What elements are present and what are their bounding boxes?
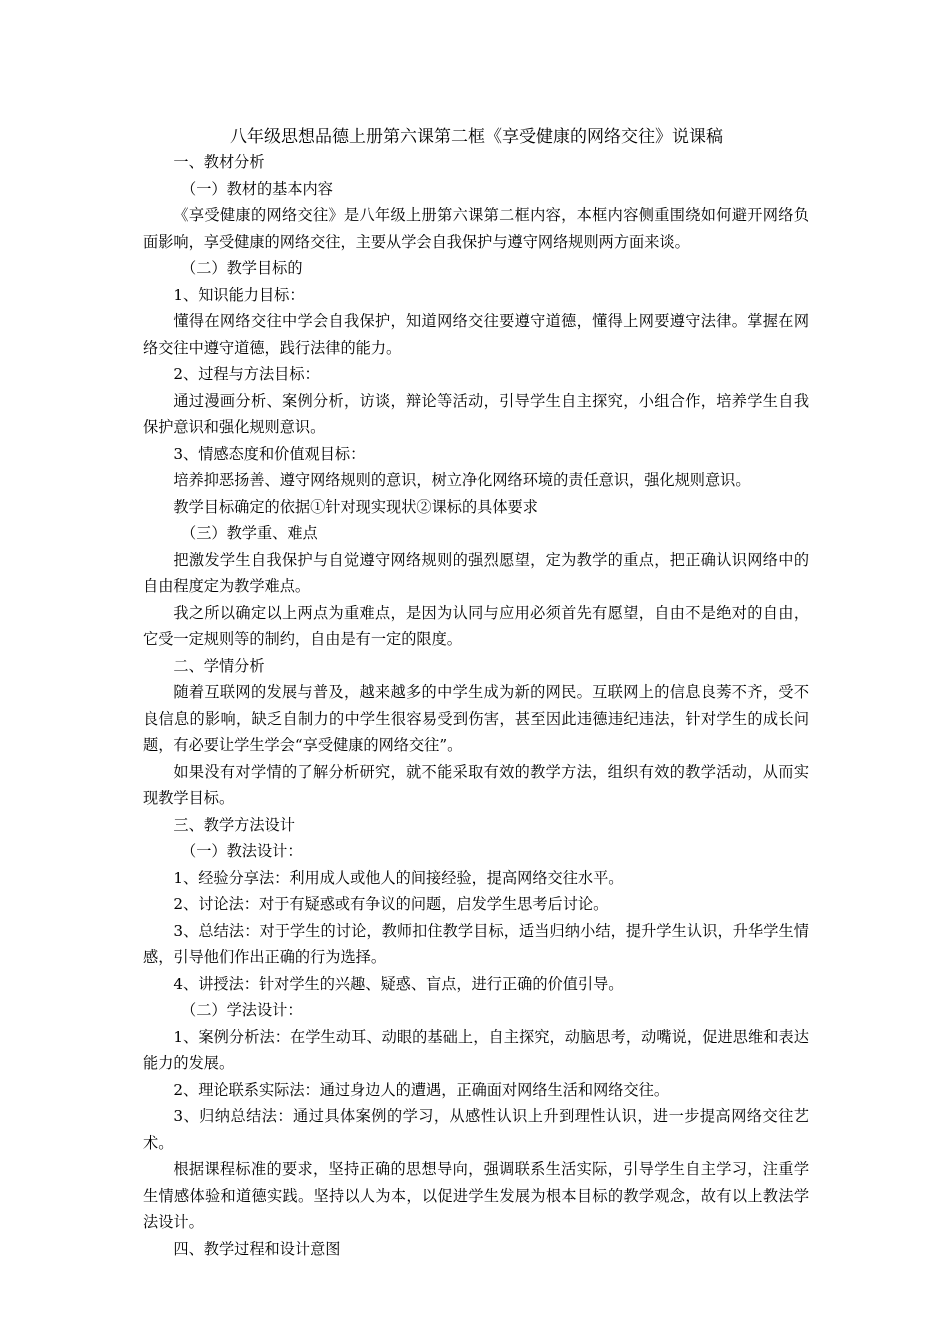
paragraph: 《享受健康的网络交往》是八年级上册第六课第二框内容，本框内容侧重围绕如何避开网络负面影响，享受健康的网络交往，主要从学会自我保护与遵守网络规则两方面来谈。 — [143, 206, 809, 251]
paragraph: 把激发学生自我保护与自觉遵守网络规则的强烈愿望，定为教学的重点，把正确认识网络中的自由程度定为教学难点。 — [143, 550, 809, 595]
subsection-heading: （一）教材的基本内容 — [181, 179, 333, 198]
document-body — [143, 149, 809, 1262]
paragraph: 2、理论联系实际法：通过身边人的遭遇，正确面对网络生活和网络交往。 — [173, 1080, 670, 1099]
document-title: 八年级思想品德上册第六课第二框《享受健康的网络交往》说课稿 — [230, 127, 723, 147]
section-heading: 3、情感态度和价值观目标： — [173, 444, 366, 463]
paragraph: 我之所以确定以上两点为重难点，是因为认同与应用必须首先有愿望，自由不是绝对的自由，它受一定规则等的制约，自由是有一定的限度。 — [143, 603, 809, 648]
subsection-heading: （三）教学重、难点 — [181, 524, 318, 542]
subsection-heading: （一）教法设计： — [181, 842, 303, 860]
paragraph: 随着互联网的发展与普及，越来越多的中学生成为新的网民。互联网上的信息良莠不齐，受不良信息的影响，缺乏自制力的中学生很容易受到伤害，甚至因此违德违纪违法，针对学生的成长问题，有必要让学生学会“享受健康的网络交往”。 — [143, 683, 809, 754]
paragraph: 2、讨论法：对于有疑惑或有争议的问题，启发学生思考后讨论。 — [173, 895, 609, 913]
subsection-heading: （二）学法设计： — [181, 1001, 303, 1019]
paragraph: 通过漫画分析、案例分析，访谈，辩论等活动，引导学生自主探究，小组合作，培养学生自我保护意识和强化规则意识。 — [143, 391, 809, 436]
section-heading: 四、教学过程和设计意图 — [173, 1239, 341, 1258]
paragraph: 1、经验分享法：利用成人或他人的间接经验，提高网络交往水平。 — [173, 868, 624, 887]
paragraph: 1、案例分析法：在学生动耳、动眼的基础上，自主探究，动脑思考，动嘴说，促进思维和表达能力的发展。 — [143, 1027, 809, 1072]
paragraph: 培养抑恶扬善、遵守网络规则的意识，树立净化网络环境的责任意识，强化规则意识。 — [173, 471, 751, 489]
paragraph: 3、归纳总结法：通过具体案例的学习，从感性认识上升到理性认识，进一步提高网络交往艺术。 — [143, 1107, 809, 1152]
paragraph: 教学目标确定的依据①针对现实现状②课标的具体要求 — [173, 497, 538, 516]
section-heading: 2、过程与方法目标： — [173, 365, 320, 383]
section-heading: 一、教材分析 — [173, 153, 265, 171]
paragraph: 根据课程标准的要求，坚持正确的思想导向，强调联系生活实际，引导学生自主学习，注重学生情感体验和道德实践。坚持以人为本，以促进学生发展为根本目标的教学观念，故有以上教法学法设计。 — [143, 1160, 809, 1231]
paragraph: 如果没有对学情的了解分析研究，就不能采取有效的教学方法，组织有效的教学活动，从而实现教学目标。 — [143, 762, 809, 807]
section-heading: 1、知识能力目标： — [173, 285, 305, 304]
section-heading: 二、学情分析 — [173, 656, 265, 675]
paragraph: 4、讲授法：针对学生的兴趣、疑惑、盲点，进行正确的价值引导。 — [173, 974, 624, 993]
subsection-heading: （二）教学目标的 — [181, 259, 303, 277]
section-heading: 三、教学方法设计 — [173, 815, 295, 834]
paragraph: 3、总结法：对于学生的讨论，教师扣住教学目标，适当归纳小结，提升学生认识，升华学生情感，引导他们作出正确的行为选择。 — [143, 921, 809, 966]
paragraph: 懂得在网络交往中学会自我保护，知道网络交往要遵守道德，懂得上网要遵守法律。掌握在网络交往中遵守道德，践行法律的能力。 — [143, 312, 809, 357]
